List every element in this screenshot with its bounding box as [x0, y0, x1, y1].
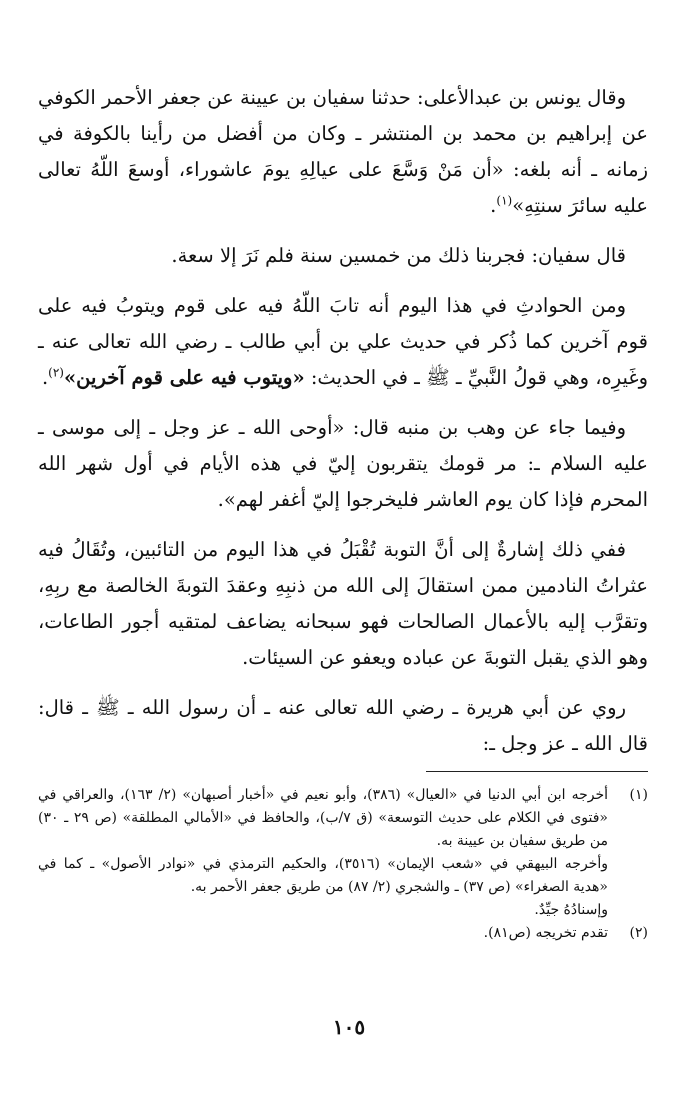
footnote-1	[38, 784, 648, 922]
paragraph-3-text: ومن الحوادثِ في هذا اليوم أنه تابَ اللّهُ فيه على قوم ويتوبُ فيه على قوم آخرين كما ذُكر في حديث علي بن أبي طالب ـ رضي الله تعالى عنه ـ وغَيرِه، وهي قولُ النَّبيِّ ـ ﷺ ـ في الحديث:	[38, 294, 648, 389]
footnote-ref-2[interactable]: (٢)	[48, 365, 64, 380]
footnote-1-body	[38, 784, 608, 922]
footnote-1-line: وأخرجه البيهقي في «شعب الإيمان» (٣٥١٦)، والحكيم الترمذي في «نوادر الأصول» ـ كما في «هدية الصغراء» (ص ٣٧) ـ والشجري (٢/ ٨٧) من طريق جعفر الأحمر به.	[38, 856, 608, 895]
footnote-2	[38, 922, 648, 945]
paragraph-4: وفيما جاء عن وهب بن منبه قال: «أوحى الله ـ عز وجل ـ إلى موسى ـ عليه السلام ـ: مر قومك يتقربون إليّ في هذه الأيام في أول شهر الله المحرم فإذا كان يوم العاشر فليخرجوا إليّ أغفر لهم».	[38, 416, 648, 511]
page-number: ١٠٥	[332, 1015, 366, 1039]
footnote-1-line: وإسنادُهُ جيِّدٌ.	[534, 902, 608, 918]
paragraph-1-text: وقال يونس بن عبدالأعلى: حدثنا سفيان بن عيينة عن جعفر الأحمر الكوفي عن إبراهيم بن محمد بن المنتشر ـ وكان من أفضل من رأينا بالكوفة في زمانه ـ أنه بلغه: «أن مَنْ وَسَّعَ على عيالِهِ يومَ عاشوراء، أوسعَ اللّهُ تعالى عليه سائرَ سنتِهِ»	[38, 86, 648, 217]
footnote-2-number: (٢)	[629, 925, 648, 941]
paragraph-1-end: .	[490, 194, 497, 217]
footnote-ref-1[interactable]: (١)	[496, 193, 513, 208]
paragraph-3	[38, 288, 648, 396]
footnote-1-number: (١)	[629, 787, 648, 803]
main-text	[38, 80, 648, 776]
paragraph-2: قال سفيان: فجربنا ذلك من خمسين سنة فلم نَرَ إلا سعة.	[171, 244, 626, 267]
footnote-2-body: تقدم تخريجه (ص٨١).	[483, 925, 608, 941]
paragraph-5: ففي ذلك إشارةٌ إلى أنَّ التوبة تُقْبَلُ في هذا اليوم من التائبين، وتُقَالُ فيه عثراتُ النادمين ممن استقالَ إلى الله من ذنبِهِ وعقدَ التوبةَ الخالصة مع ربِهِ، وتقرَّب إليه بالأعمال الصالحات فهو سبحانه يضاعف لمتقيه أجور الطاعات، وهو الذي يقبل التوبةَ عن عباده ويعفو عن السيئات.	[38, 538, 648, 669]
hadith-quote: «ويتوب فيه على قوم آخرين»	[63, 366, 305, 389]
footnote-divider	[426, 771, 648, 772]
paragraph-1	[38, 80, 648, 224]
paragraph-6: روي عن أبي هريرة ـ رضي الله تعالى عنه ـ أن رسول الله ـ ﷺ ـ قال: قال الله ـ عز وجل ـ:	[38, 696, 648, 755]
paragraph-3-end: .	[41, 366, 49, 389]
footnotes	[38, 784, 648, 945]
footnote-1-line: أخرجه ابن أبي الدنيا في «العيال» (٣٨٦)، وأبو نعيم في «أخبار أصبهان» (٢/ ١٦٣)، والعراقي في «فتوى في الكلام على حديث التوسعة» (ق ٧/ب)، والحافظ في «الأمالي المطلقة» (ص ٢٩ ـ ٣٠) من طريق سفيان بن عيينة به.	[38, 787, 609, 849]
